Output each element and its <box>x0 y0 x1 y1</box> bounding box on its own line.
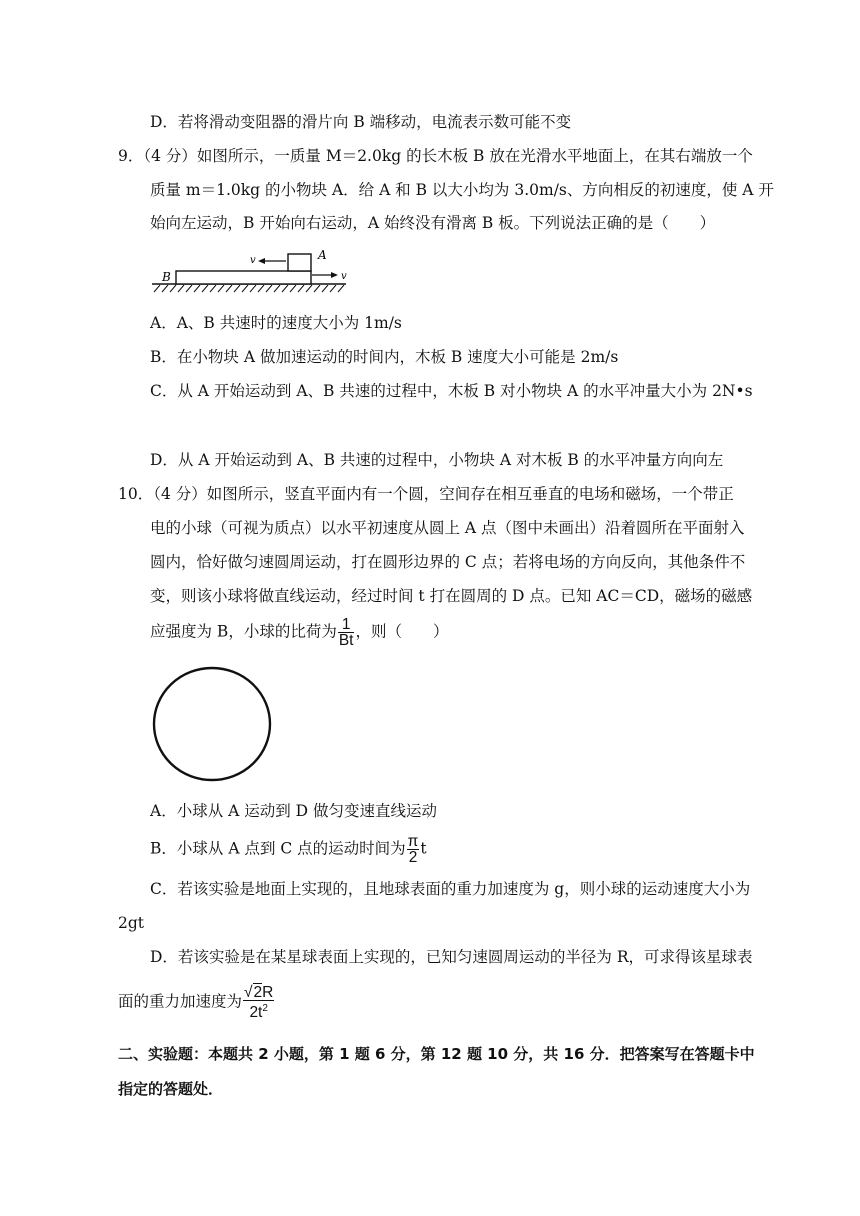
q9-option-d: D．从 A 开始运动到 A、B 共速的过程中，小物块 A 对木板 B 的水平冲量方向向左 <box>150 451 724 469</box>
time-fraction <box>407 834 420 865</box>
fraction-numerator: √2R <box>244 984 274 1001</box>
q10-option-d-line-2 <box>118 985 275 1020</box>
q10-option-b-tail: t <box>420 839 427 858</box>
label-v-right: v <box>341 271 347 282</box>
numerator-rest: R <box>262 984 274 1001</box>
label-v-left: v <box>250 255 256 266</box>
section-2-heading-line-1: 二、实验题：本题共 2 小题，第 1 题 6 分，第 12 题 10 分，共 16 分．把答案写在答题卡中 <box>118 1045 755 1063</box>
label-b: B <box>162 270 171 284</box>
charge-ratio-fraction <box>338 617 355 648</box>
fraction-numerator: π <box>407 833 419 850</box>
q10-option-b <box>150 834 427 865</box>
denominator-base: 2t <box>249 1004 263 1022</box>
q9-stem-line-3: 始向左运动，B 开始向右运动，A 始终没有滑离 B 板。下列说法正确的是（ ） <box>150 214 716 232</box>
board-b <box>176 271 311 284</box>
q10-option-c-line-2: 2gt <box>118 914 145 932</box>
q10-stem-line-3: 圆内，恰好做匀速圆周运动，打在圆形边界的 C 点；若将电场的方向反向，其他条件不 <box>150 553 746 571</box>
q10-stem-5-text: 应强度为 B，小球的比荷为 <box>150 622 337 641</box>
label-a: A <box>318 248 327 262</box>
q10-stem-line-2: 电的小球（可视为质点）以水平初速度从圆上 A 点（图中未画出）沿着圆所在平面射入 <box>150 519 745 537</box>
fraction-numerator: 1 <box>338 617 355 633</box>
gravity-fraction <box>243 985 274 1020</box>
q10-circle-figure <box>148 664 276 784</box>
circle <box>154 668 270 780</box>
fraction-denominator <box>243 1001 274 1020</box>
q9-figure-block-board <box>148 244 353 296</box>
q10-option-c-line-1: C．若该实验是地面上实现的，且地球表面的重力加速度为 g，则小球的运动速度大小为 <box>150 880 751 898</box>
block-a <box>288 254 311 271</box>
q10-option-a: A．小球从 A 运动到 D 做匀变速直线运动 <box>150 802 438 820</box>
q10-option-d-text: 面的重力加速度为 <box>118 992 243 1011</box>
fraction-denominator: Bt <box>338 632 354 649</box>
q9-option-b: B．在小物块 A 做加速运动的时间内，木板 B 速度大小可能是 2m/s <box>150 348 619 366</box>
q10-stem-line-4: 变，则该小球将做直线运动，经过时间 t 打在圆周的 D 点。已知 AC＝CD，磁场的磁感 <box>150 587 753 605</box>
q9-option-a: A．A、B 共速时的速度大小为 1m/s <box>150 314 402 332</box>
q10-stem-line-1: 10．（4 分）如图所示，竖直平面内有一个圆，空间存在相互垂直的电场和磁场，一个带正 <box>118 485 734 503</box>
q10-stem-line-5 <box>150 617 449 648</box>
section-2-heading-line-2: 指定的答题处． <box>118 1080 224 1098</box>
fraction-denominator: 2 <box>408 849 418 866</box>
denominator-exponent: 2 <box>262 1003 268 1014</box>
q10-option-b-text: B．小球从 A 点到 C 点的运动时间为 <box>150 839 406 858</box>
ground-hatch <box>154 285 344 292</box>
q9-stem-line-1: 9．（4 分）如图所示，一质量 M＝2.0kg 的长木板 B 放在光滑水平地面上，在其右端放一个 <box>118 147 753 165</box>
q9-stem-line-2: 质量 m＝1.0kg 的小物块 A．给 A 和 B 以大小均为 3.0m/s、方向相反的初速度，使 A 开 <box>150 181 774 199</box>
q10-option-d-line-1: D．若该实验是在某星球表面上实现的，已知匀速圆周运动的半径为 R，可求得该星球表 <box>150 948 753 966</box>
sqrt-radicand: 2 <box>253 984 263 1001</box>
q9-option-c: C．从 A 开始运动到 A、B 共速的过程中，木板 B 对小物块 A 的水平冲量大小为 2N•s <box>150 382 753 400</box>
q8-option-d: D．若将滑动变阻器的滑片向 B 端移动，电流表示数可能不变 <box>150 113 572 131</box>
q10-stem-5-tail: ，则（ ） <box>355 622 449 641</box>
